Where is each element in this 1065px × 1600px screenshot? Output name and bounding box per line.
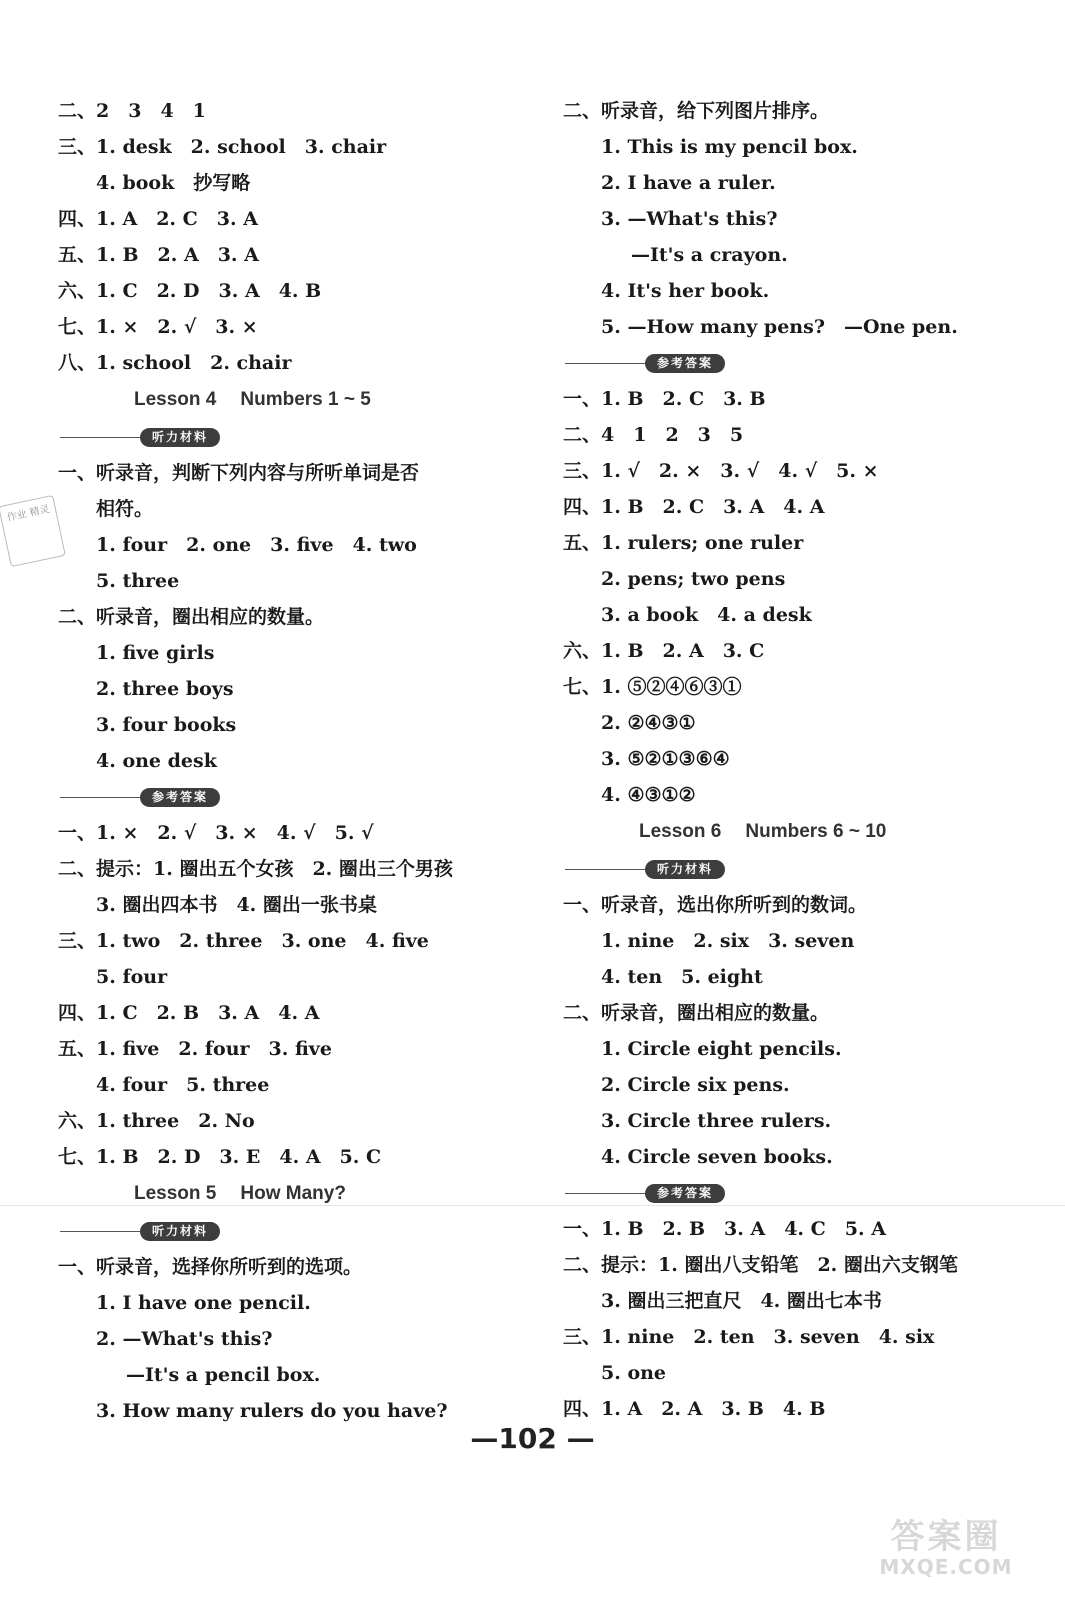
corner-stamp: 作业 精灵 xyxy=(0,495,66,567)
answer-line: 三、1. two 2. three 3. one 4. five xyxy=(58,930,429,952)
answer-line: 三、1. desk 2. school 3. chair xyxy=(58,136,387,158)
lesson-heading xyxy=(58,1175,528,1213)
answer-line: 3. 圈出四本书 4. 圈出一张书桌 xyxy=(96,894,377,916)
answer-line: 一、听录音，判断下列内容与所听单词是否 xyxy=(58,462,420,484)
answer-line: 五、1. rulers; one ruler xyxy=(563,532,804,554)
site-watermark xyxy=(861,1518,1031,1578)
label-badge: 听力材料 xyxy=(140,1222,220,1241)
left-column xyxy=(58,93,528,1429)
answer-line: 2. Circle six pens. xyxy=(601,1074,790,1096)
answer-line: 5. three xyxy=(96,570,180,592)
answer-line: 二、4 1 2 3 5 xyxy=(563,424,744,446)
answer-line: 4. ten 5. eight xyxy=(601,966,763,988)
page-number: —102 — xyxy=(470,1422,595,1455)
answer-line: 2. three boys xyxy=(96,678,234,700)
answer-line: 一、1. × 2. √ 3. × 4. √ 5. √ xyxy=(58,822,374,844)
section-label xyxy=(58,1213,528,1249)
label-badge: 听力材料 xyxy=(645,860,725,879)
answer-line: 六、1. C 2. D 3. A 4. B xyxy=(58,280,322,302)
label-rule xyxy=(565,363,647,364)
answer-line: 4. four 5. three xyxy=(96,1074,270,1096)
answer-line: 1. I have one pencil. xyxy=(96,1292,311,1314)
watermark-en: MXQE.COM xyxy=(879,1555,1013,1579)
answer-line: 六、1. three 2. No xyxy=(58,1110,255,1132)
answer-line: 三、1. √ 2. × 3. √ 4. √ 5. × xyxy=(563,460,879,482)
label-rule xyxy=(60,797,142,798)
answer-line: 2. ②④③① xyxy=(601,712,696,734)
right-column xyxy=(563,93,1033,1427)
label-badge: 听力材料 xyxy=(140,428,220,447)
lesson-title: How Many? xyxy=(240,1183,346,1204)
answer-line: 1. five girls xyxy=(96,642,215,664)
answer-line: 一、1. B 2. B 3. A 4. C 5. A xyxy=(563,1218,886,1240)
answer-line: 相符。 xyxy=(96,498,154,520)
answer-line: 2. I have a ruler. xyxy=(601,172,776,194)
answer-line: 二、提示：1. 圈出五个女孩 2. 圈出三个男孩 xyxy=(58,858,453,880)
label-badge: 参考答案 xyxy=(140,788,220,807)
section-label xyxy=(563,1175,1033,1211)
answer-line: 1. four 2. one 3. five 4. two xyxy=(96,534,417,556)
answer-line: 4. book 抄写略 xyxy=(96,172,251,194)
answer-line: 3. How many rulers do you have? xyxy=(96,1400,448,1422)
answer-line: 5. one xyxy=(601,1362,667,1384)
answer-line: 四、1. B 2. C 3. A 4. A xyxy=(563,496,825,518)
watermark-cn: 答案圈 xyxy=(890,1517,1002,1557)
section-label xyxy=(58,419,528,455)
label-badge: 参考答案 xyxy=(645,1184,725,1203)
answer-line: 2. —What's this? xyxy=(96,1328,273,1350)
lesson-title: Numbers 1 ~ 5 xyxy=(240,389,371,410)
answer-line: 二、听录音，圈出相应的数量。 xyxy=(563,1002,830,1024)
answer-line: 七、1. B 2. D 3. E 4. A 5. C xyxy=(58,1146,382,1168)
answer-line: 一、听录音，选出你所听到的数词。 xyxy=(563,894,868,916)
lesson-number: Lesson 6 xyxy=(639,821,722,842)
section-label xyxy=(563,345,1033,381)
answer-line: 3. ⑤②①③⑥④ xyxy=(601,748,730,770)
answer-line: 八、1. school 2. chair xyxy=(58,352,292,374)
answer-line: 4. one desk xyxy=(96,750,217,772)
answer-line: 3. a book 4. a desk xyxy=(601,604,812,626)
answer-line: 3. four books xyxy=(96,714,237,736)
answer-line: 二、提示：1. 圈出八支铅笔 2. 圈出六支钢笔 xyxy=(563,1254,958,1276)
answer-line: 四、1. A 2. A 3. B 4. B xyxy=(563,1398,826,1420)
label-badge: 参考答案 xyxy=(645,354,725,373)
lesson-heading xyxy=(563,813,1033,851)
answer-line: 5. —How many pens? —One pen. xyxy=(601,316,958,338)
answer-line: 1. This is my pencil box. xyxy=(601,136,858,158)
answer-line: 四、1. C 2. B 3. A 4. A xyxy=(58,1002,320,1024)
answer-line: 1. nine 2. six 3. seven xyxy=(601,930,855,952)
lesson-number: Lesson 5 xyxy=(134,1183,217,1204)
answer-line: 七、1. × 2. √ 3. × xyxy=(58,316,258,338)
answer-line: 3. —What's this? xyxy=(601,208,778,230)
answer-line: —It's a pencil box. xyxy=(126,1364,321,1386)
label-rule xyxy=(565,1193,647,1194)
answer-line: 一、1. B 2. C 3. B xyxy=(563,388,766,410)
answer-line: 5. four xyxy=(96,966,168,988)
answer-line: 二、听录音，给下列图片排序。 xyxy=(563,100,830,122)
section-label xyxy=(563,851,1033,887)
label-rule xyxy=(565,869,647,870)
answer-line: 3. Circle three rulers. xyxy=(601,1110,832,1132)
answer-line: 七、1. ⑤②④⑥③① xyxy=(563,676,742,698)
lesson-number: Lesson 4 xyxy=(134,389,217,410)
answer-line: 2. pens; two pens xyxy=(601,568,786,590)
answer-line: 二、听录音，圈出相应的数量。 xyxy=(58,606,325,628)
answer-line: 4. ④③①② xyxy=(601,784,696,806)
answer-line: 三、1. nine 2. ten 3. seven 4. six xyxy=(563,1326,935,1348)
answer-line: 四、1. A 2. C 3. A xyxy=(58,208,258,230)
answer-line: 4. Circle seven books. xyxy=(601,1146,833,1168)
lesson-heading xyxy=(58,381,528,419)
answer-line: 六、1. B 2. A 3. C xyxy=(563,640,765,662)
answer-line: 二、2 3 4 1 xyxy=(58,100,206,122)
label-rule xyxy=(60,1231,142,1232)
label-rule xyxy=(60,437,142,438)
section-label xyxy=(58,779,528,815)
answer-line: 一、听录音，选择你所听到的选项。 xyxy=(58,1256,363,1278)
answer-line: 3. 圈出三把直尺 4. 圈出七本书 xyxy=(601,1290,882,1312)
answer-line: 4. It's her book. xyxy=(601,280,770,302)
lesson-title: Numbers 6 ~ 10 xyxy=(745,821,887,842)
answer-line: —It's a crayon. xyxy=(631,244,788,266)
answer-line: 1. Circle eight pencils. xyxy=(601,1038,842,1060)
answer-line: 五、1. B 2. A 3. A xyxy=(58,244,259,266)
answer-line: 五、1. five 2. four 3. five xyxy=(58,1038,332,1060)
